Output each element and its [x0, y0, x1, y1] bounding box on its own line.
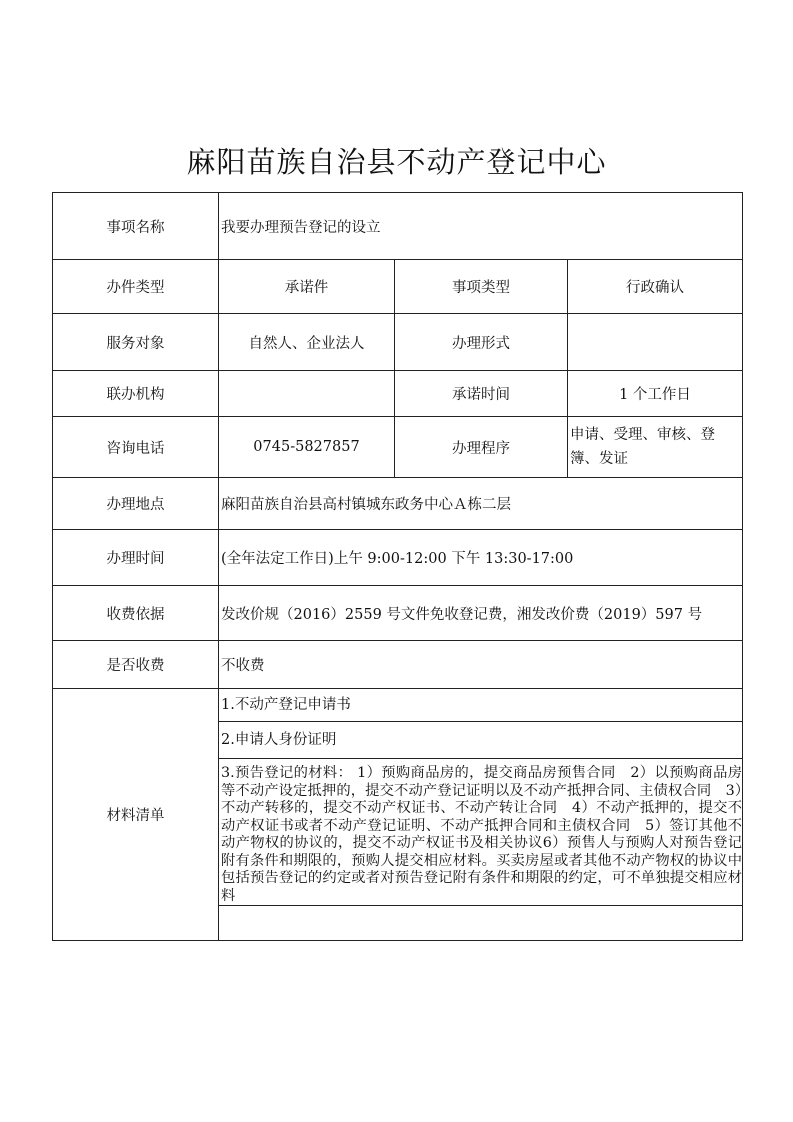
- row-phone: [53, 417, 743, 478]
- materials-label: 材料清单: [53, 689, 219, 941]
- charged-label: 是否收费: [53, 641, 219, 689]
- row-fee-basis: [53, 586, 743, 641]
- row-hours: [53, 530, 743, 586]
- case-type-label: 办件类型: [53, 260, 219, 314]
- case-type-value: 承诺件: [219, 260, 395, 314]
- item-name-label: 事项名称: [53, 193, 219, 260]
- row-charged: [53, 641, 743, 689]
- fee-basis-value: 发改价规（2016）2559 号文件免收登记费，湘发改价费（2019）597 号: [219, 586, 743, 641]
- item-type-value: 行政确认: [568, 260, 743, 314]
- item-type-label: 事项类型: [395, 260, 568, 314]
- location-label: 办理地点: [53, 478, 219, 530]
- row-joint-agency: [53, 371, 743, 417]
- procedure-value: 申请、受理、审核、登簿、发证: [568, 417, 743, 478]
- handling-form-value: [568, 314, 743, 371]
- row-service-target: [53, 314, 743, 371]
- service-target-value: 自然人、企业法人: [219, 314, 395, 371]
- joint-agency-label: 联办机构: [53, 371, 219, 417]
- hours-value: (全年法定工作日)上午 9:00-12:00 下午 13:30-17:00: [219, 530, 743, 586]
- item-name-value: 我要办理预告登记的设立: [219, 193, 743, 260]
- hours-label: 办理时间: [53, 530, 219, 586]
- promised-time-value: 1 个工作日: [568, 371, 743, 417]
- materials-list: [219, 689, 743, 941]
- material-item-empty: [219, 906, 742, 939]
- handling-form-label: 办理形式: [395, 314, 568, 371]
- material-item: 1.不动产登记申请书: [219, 689, 742, 722]
- row-materials: [53, 689, 743, 941]
- page-title: 麻阳苗族自治县不动产登记中心: [186, 145, 607, 179]
- row-case-type: [53, 260, 743, 314]
- location-value: 麻阳苗族自治县高村镇城东政务中心Ａ栋二层: [219, 478, 743, 530]
- service-target-label: 服务对象: [53, 314, 219, 371]
- phone-label: 咨询电话: [53, 417, 219, 478]
- fee-basis-label: 收费依据: [53, 586, 219, 641]
- procedure-label: 办理程序: [395, 417, 568, 478]
- service-info-table: [52, 192, 743, 941]
- material-item: 2.申请人身份证明: [219, 722, 742, 759]
- joint-agency-value: [219, 371, 395, 417]
- promised-time-label: 承诺时间: [395, 371, 568, 417]
- material-item: 3.预告登记的材料： 1）预购商品房的，提交商品房预售合同 2）以预购商品房等不动产设定抵押的，提交不动产登记证明以及不动产抵押合同、主债权合同 3）不动产转移的，提交不动产权证书、不动产转让合同 4）不动产抵押的，提交不动产权证书或者不动产登记证明、不动产抵押合同和主债权合同 5）签订其他不动产物权的协议的，提交不动产权证书及相关协议6）预售人与预购人对预告登记附有条件和期限的，预购人提交相应材料。买卖房屋或者其他不动产物权的协议中包括预告登记的约定或者对预告登记附有条件和期限的约定，可不单独提交相应材料: [219, 759, 742, 906]
- charged-value: 不收费: [219, 641, 743, 689]
- phone-value: 0745-5827857: [219, 417, 395, 478]
- row-item-name: [53, 193, 743, 260]
- row-location: [53, 478, 743, 530]
